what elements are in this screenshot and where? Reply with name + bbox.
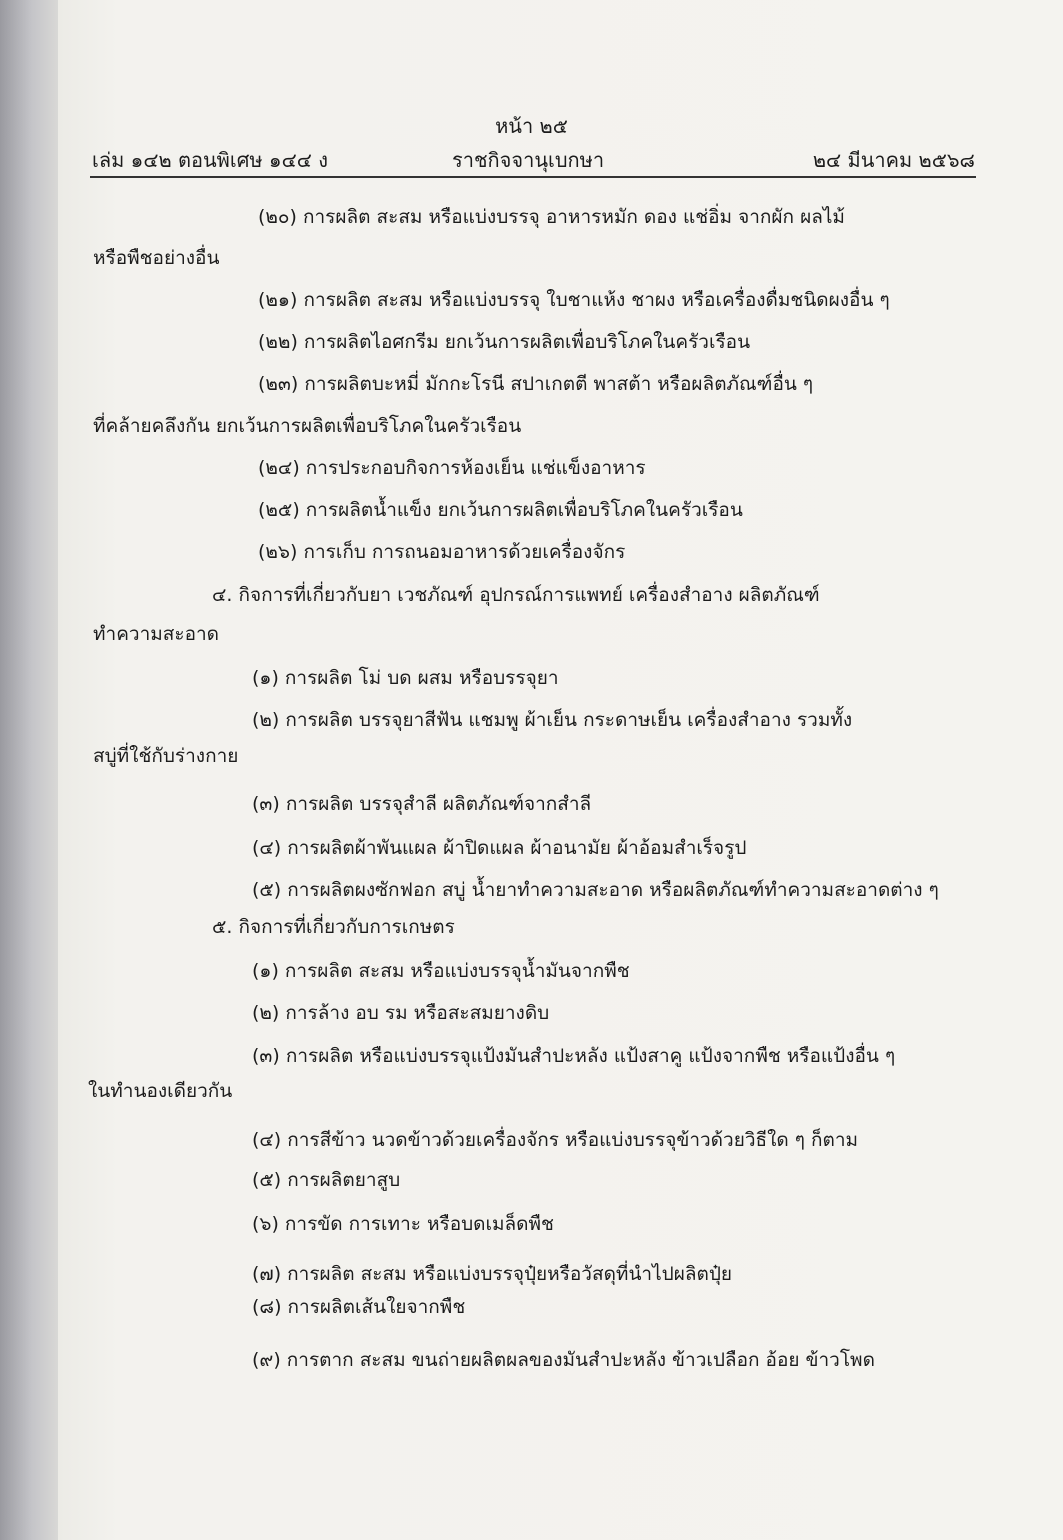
section-4-item-2-continued: สบู่ที่ใช้กับร่างกาย (93, 745, 239, 767)
section-5-item-7: (๗) การผลิต สะสม หรือแบ่งบรรจุปุ๋ยหรือวัสดุที่นำไปผลิตปุ๋ย (252, 1263, 733, 1285)
section-4-item-3: (๓) การผลิต บรรจุสำลี ผลิตภัณฑ์จากสำลี (252, 793, 592, 815)
item-22: (๒๒) การผลิตไอศกรีม ยกเว้นการผลิตเพื่อบริโภคในครัวเรือน (258, 331, 751, 353)
section-4-item-4: (๔) การผลิตผ้าพันแผล ผ้าปิดแผล ผ้าอนามัย ผ้าอ้อมสำเร็จรูป (252, 837, 747, 859)
section-5-item-1: (๑) การผลิต สะสม หรือแบ่งบรรจุน้ำมันจากพืช (252, 960, 630, 982)
page-number: หน้า ๒๕ (495, 114, 568, 138)
section-5-item-3: (๓) การผลิต หรือแบ่งบรรจุแป้งมันสำปะหลัง แป้งสาคู แป้งจากพืช หรือแป้งอื่น ๆ (252, 1045, 896, 1067)
section-4-item-5: (๕) การผลิตผงซักฟอก สบู่ น้ำยาทำความสะอาด หรือผลิตภัณฑ์ทำความสะอาดต่าง ๆ (252, 879, 939, 901)
section-5-item-4: (๔) การสีข้าว นวดข้าวด้วยเครื่องจักร หรือแบ่งบรรจุข้าวด้วยวิธีใด ๆ ก็ตาม (252, 1129, 859, 1151)
item-26: (๒๖) การเก็บ การถนอมอาหารด้วยเครื่องจักร (258, 541, 626, 563)
section-4-heading: ๔. กิจการที่เกี่ยวกับยา เวชภัณฑ์ อุปกรณ์การแพทย์ เครื่องสำอาง ผลิตภัณฑ์ (212, 584, 820, 606)
section-5-item-3-continued: ในทำนองเดียวกัน (88, 1080, 233, 1102)
document-page (58, 0, 1063, 1540)
section-5-heading: ๕. กิจการที่เกี่ยวกับการเกษตร (212, 916, 455, 938)
item-20-continued: หรือพืชอย่างอื่น (93, 247, 220, 269)
section-5-item-5: (๕) การผลิตยาสูบ (252, 1169, 401, 1191)
item-24: (๒๔) การประกอบกิจการห้องเย็น แช่แข็งอาหาร (258, 457, 646, 479)
section-5-item-9: (๙) การตาก สะสม ขนถ่ายผลิตผลของมันสำปะหลัง ข้าวเปลือก อ้อย ข้าวโพด (252, 1349, 875, 1371)
section-5-item-8: (๘) การผลิตเส้นใยจากพืช (252, 1296, 466, 1318)
item-20: (๒๐) การผลิต สะสม หรือแบ่งบรรจุ อาหารหมัก ดอง แช่อิ่ม จากผัก ผลไม้ (258, 206, 845, 228)
gazette-title: ราชกิจจานุเบกษา (452, 148, 605, 172)
item-23-continued: ที่คล้ายคลึงกัน ยกเว้นการผลิตเพื่อบริโภคในครัวเรือน (93, 415, 522, 437)
section-4-item-1: (๑) การผลิต โม่ บด ผสม หรือบรรจุยา (252, 667, 559, 689)
section-5-item-6: (๖) การขัด การเทาะ หรือบดเมล็ดพืช (252, 1213, 554, 1235)
section-4-continued: ทำความสะอาด (93, 623, 219, 645)
section-4-item-2: (๒) การผลิต บรรจุยาสีฟัน แชมพู ผ้าเย็น กระดาษเย็น เครื่องสำอาง รวมทั้ง (252, 709, 853, 731)
header-rule (90, 176, 976, 178)
publication-date: ๒๔ มีนาคม ๒๕๖๘ (812, 148, 975, 172)
volume-issue: เล่ม ๑๔๒ ตอนพิเศษ ๑๔๔ ง (92, 148, 329, 172)
item-25: (๒๕) การผลิตน้ำแข็ง ยกเว้นการผลิตเพื่อบริโภคในครัวเรือน (258, 499, 743, 521)
section-5-item-2: (๒) การล้าง อบ รม หรือสะสมยางดิบ (252, 1002, 550, 1024)
item-21: (๒๑) การผลิต สะสม หรือแบ่งบรรจุ ใบชาแห้ง ชาผง หรือเครื่องดื่มชนิดผงอื่น ๆ (258, 289, 890, 311)
item-23: (๒๓) การผลิตบะหมี่ มักกะโรนี สปาเกตตี พาสต้า หรือผลิตภัณฑ์อื่น ๆ (258, 373, 814, 395)
